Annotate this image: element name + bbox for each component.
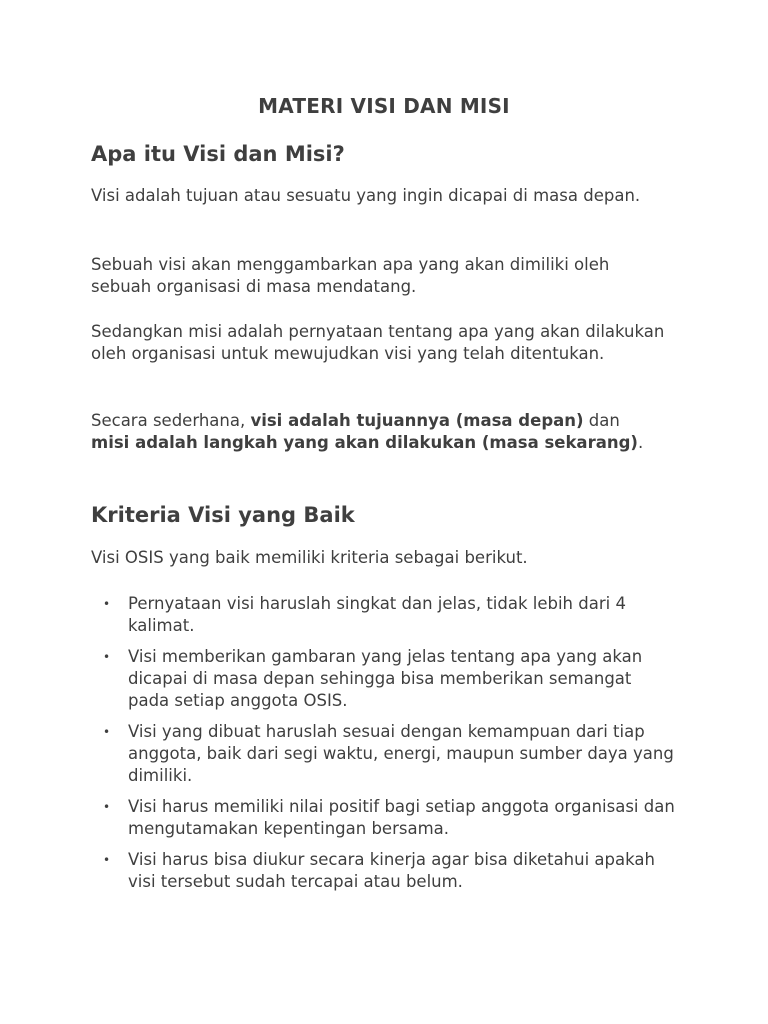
- bullet-icon: •: [103, 800, 111, 814]
- summary-suffix: .: [637, 433, 644, 452]
- list-item: [91, 593, 676, 637]
- paragraph-visi-description: Sebuah visi akan menggambarkan apa yang akan dimiliki oleh sebuah organisasi di masa mendatang.: [91, 255, 610, 296]
- bullet-icon: •: [103, 650, 111, 664]
- paragraph-summary: [91, 410, 651, 454]
- summary-bold-misi: misi adalah langkah yang akan dilakukan (masa sekarang): [91, 433, 638, 452]
- criteria-list: [91, 593, 676, 902]
- list-item-text: Pernyataan visi haruslah singkat dan jelas, tidak lebih dari 4 kalimat.: [128, 594, 626, 635]
- paragraph-misi-definition: Sedangkan misi adalah pernyataan tentang apa yang akan dilakukan oleh organisasi untuk mewujudkan visi yang telah ditentukan.: [91, 322, 665, 363]
- summary-middle: dan: [583, 411, 620, 430]
- paragraph-kriteria-intro: Visi OSIS yang baik memiliki kriteria sebagai berikut.: [91, 548, 528, 567]
- bullet-icon: •: [103, 725, 111, 739]
- list-item: [91, 849, 676, 893]
- summary-bold-visi: visi adalah tujuannya (masa depan): [250, 411, 584, 430]
- list-item: [91, 646, 676, 712]
- section-heading-kriteria: Kriteria Visi yang Baik: [91, 503, 355, 527]
- list-item: [91, 721, 676, 787]
- paragraph-visi-definition: Visi adalah tujuan atau sesuatu yang ingin dicapai di masa depan.: [91, 186, 641, 205]
- list-item-text: Visi harus memiliki nilai positif bagi setiap anggota organisasi dan mengutamakan kepentingan bersama.: [128, 797, 675, 838]
- list-item-text: Visi memberikan gambaran yang jelas tentang apa yang akan dicapai di masa depan sehingga bisa memberikan semangat pada setiap anggota OSIS.: [128, 647, 643, 710]
- section-heading-apa-itu: Apa itu Visi dan Misi?: [91, 142, 345, 166]
- bullet-icon: •: [103, 597, 111, 611]
- list-item: [91, 796, 676, 840]
- bullet-icon: •: [103, 853, 111, 867]
- summary-prefix: Secara sederhana,: [91, 411, 251, 430]
- list-item-text: Visi harus bisa diukur secara kinerja agar bisa diketahui apakah visi tersebut sudah tercapai atau belum.: [128, 850, 655, 891]
- document-title: MATERI VISI DAN MISI: [258, 94, 510, 118]
- list-item-text: Visi yang dibuat haruslah sesuai dengan kemampuan dari tiap anggota, baik dari segi waktu, energi, maupun sumber daya yang dimiliki.: [128, 722, 674, 785]
